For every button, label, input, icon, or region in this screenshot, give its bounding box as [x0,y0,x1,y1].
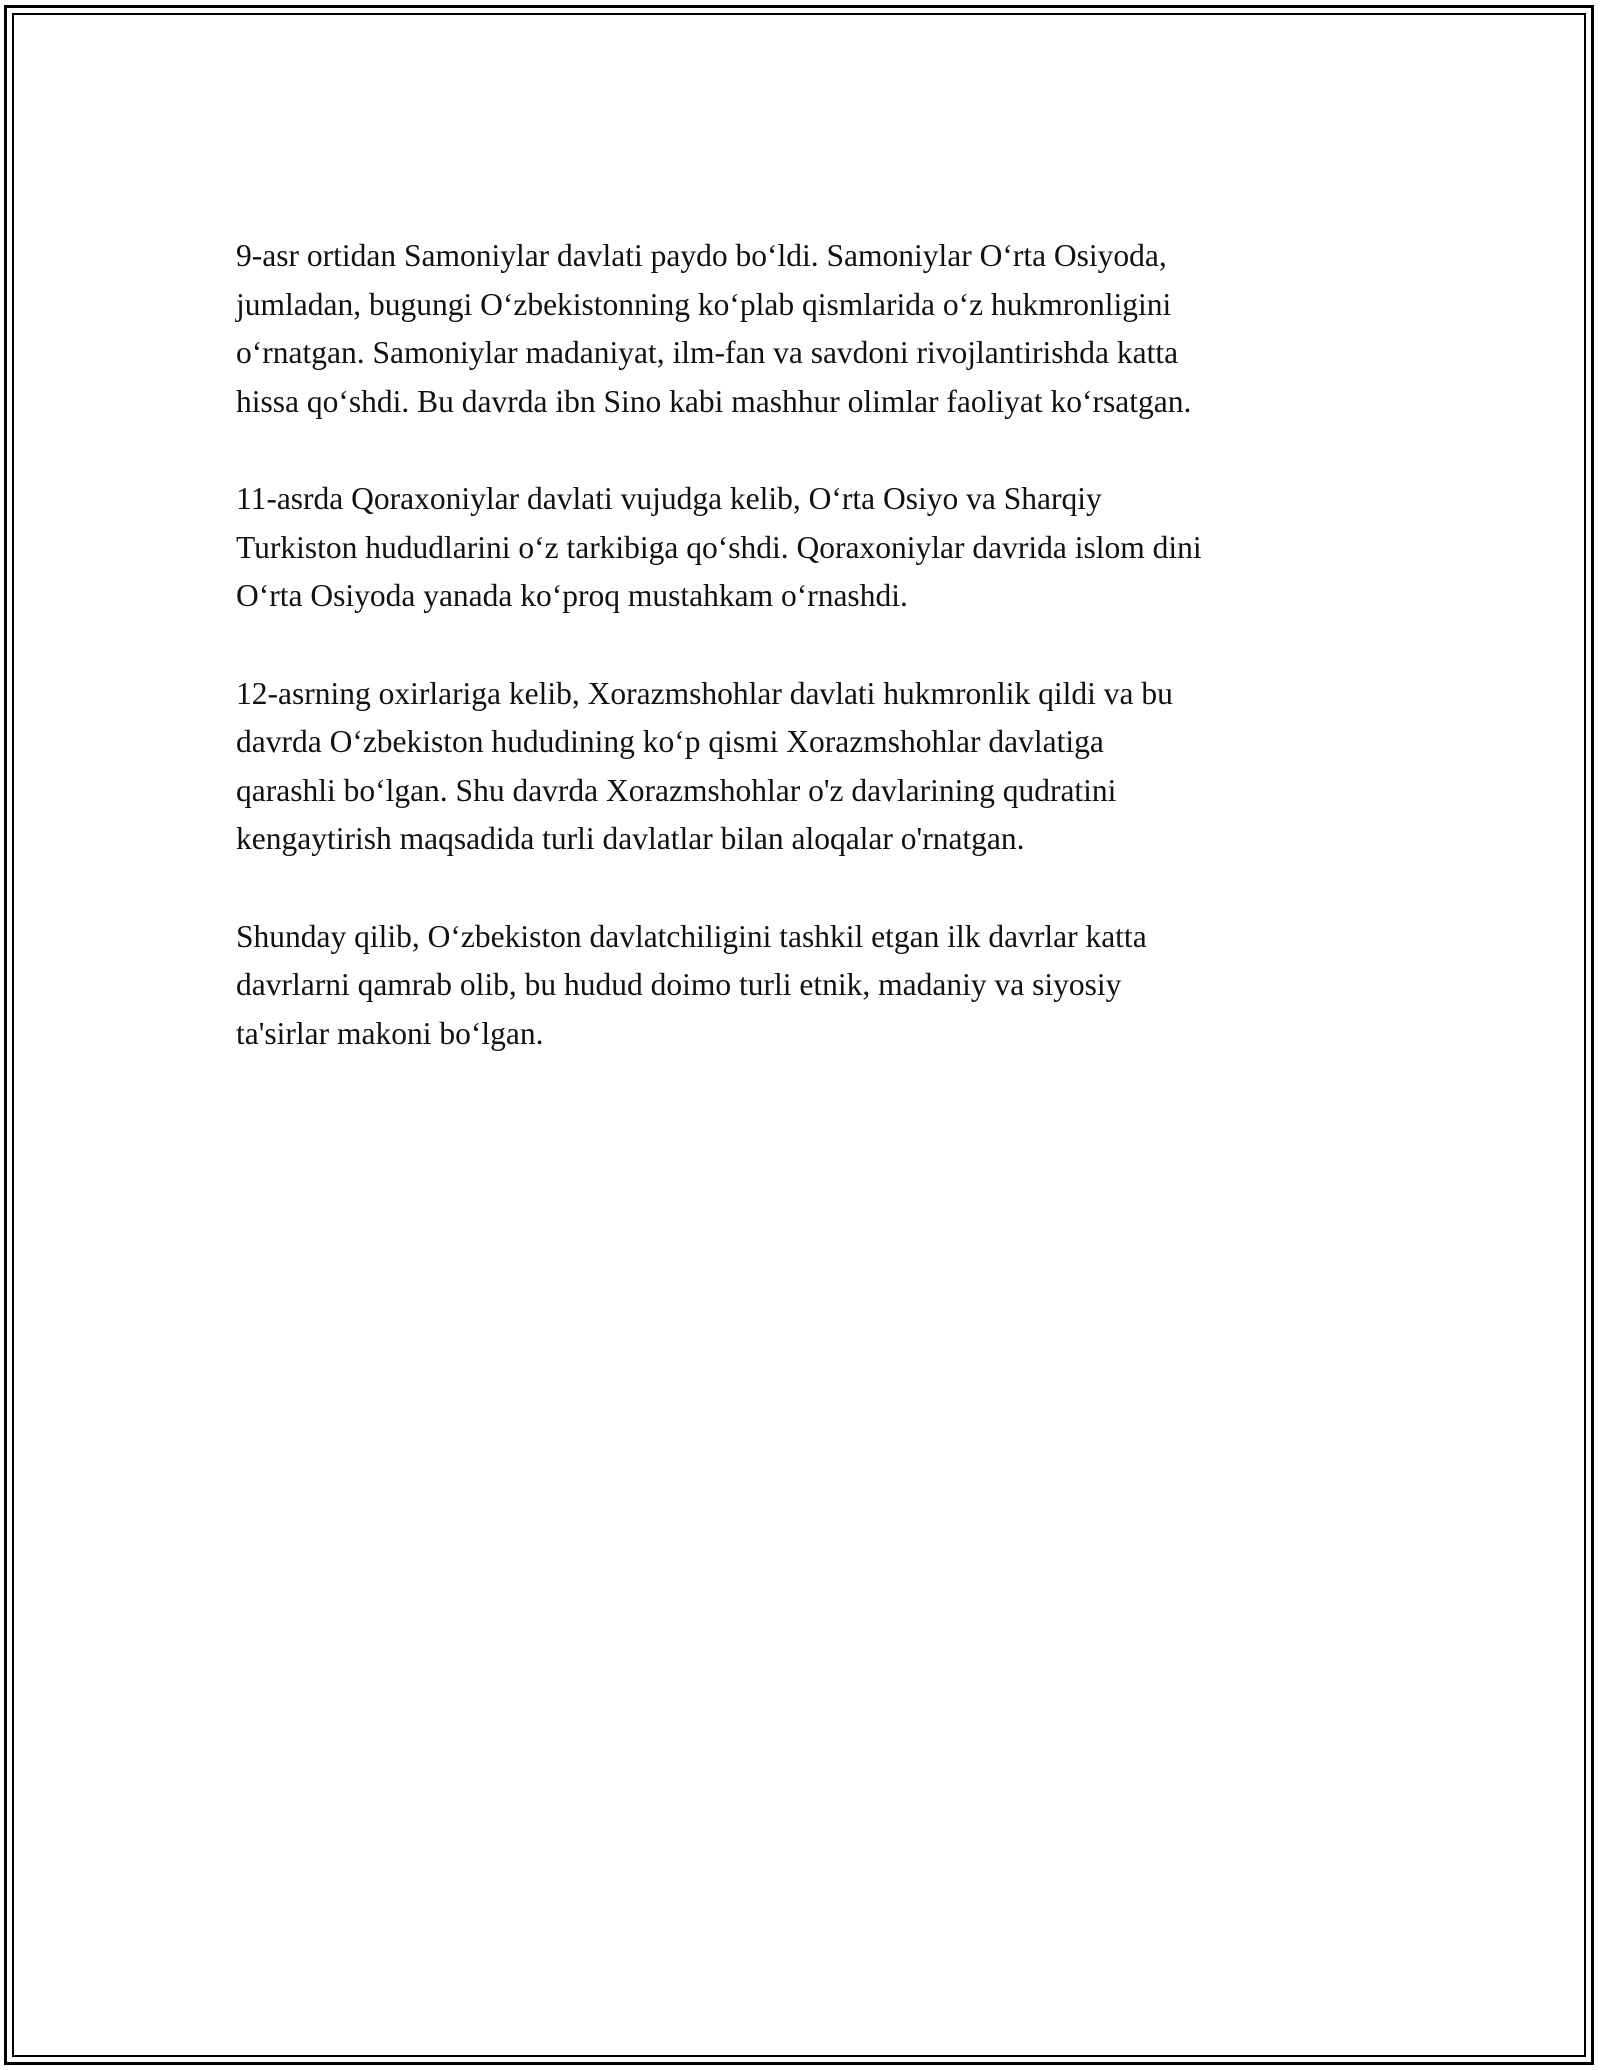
document-body [236,232,1386,1107]
text-line: O‘rta Osiyoda yanada ko‘proq mustahkam o‘rnashdi. [236,578,908,613]
text-line: 9-asr ortidan Samoniylar davlati paydo bo‘ldi. Samoniylar O‘rta Osiyoda, [236,238,1167,273]
paragraph-samoniylar [236,232,1386,426]
text-line: ta'sirlar makoni bo‘lgan. [236,1015,544,1051]
paragraph-xorazmshohlar [236,670,1386,864]
paragraph-conclusion [236,913,1386,1059]
text-line: jumladan, bugungi O‘zbekistonning ko‘plab qismlarida o‘z hukmronligini [236,286,1172,322]
text-line: Turkiston hududlarini o‘z tarkibiga qo‘shdi. Qoraxoniylar davrida islom dini [236,529,1202,565]
paragraph-qoraxoniylar [236,475,1386,621]
text-line: hissa qo‘shdi. Bu davrda ibn Sino kabi mashhur olimlar faoliyat ko‘rsatgan. [236,383,1192,419]
text-line: 11-asrda Qoraxoniylar davlati vujudga kelib, O‘rta Osiyo va Sharqiy [236,481,1102,516]
text-line: qarashli bo‘lgan. Shu davrda Xorazmshohlar o'z davlarining qudratini [236,772,1117,808]
text-line: Shunday qilib, O‘zbekiston davlatchiligini tashkil etgan ilk davrlar katta [236,918,1147,954]
text-line: kengaytirish maqsadida turli davlatlar bilan aloqalar o'rnatgan. [236,821,1025,856]
text-line: davrda O‘zbekiston hududining ko‘p qismi Xorazmshohlar davlatiga [236,724,1104,759]
text-line: o‘rnatgan. Samoniylar madaniyat, ilm-fan va savdoni rivojlantirishda katta [236,335,1179,370]
text-line: davrlarni qamrab olib, bu hudud doimo turli etnik, madaniy va siyosiy [236,967,1122,1002]
text-line: 12-asrning oxirlariga kelib, Xorazmshohlar davlati hukmronlik qildi va bu [236,675,1173,711]
